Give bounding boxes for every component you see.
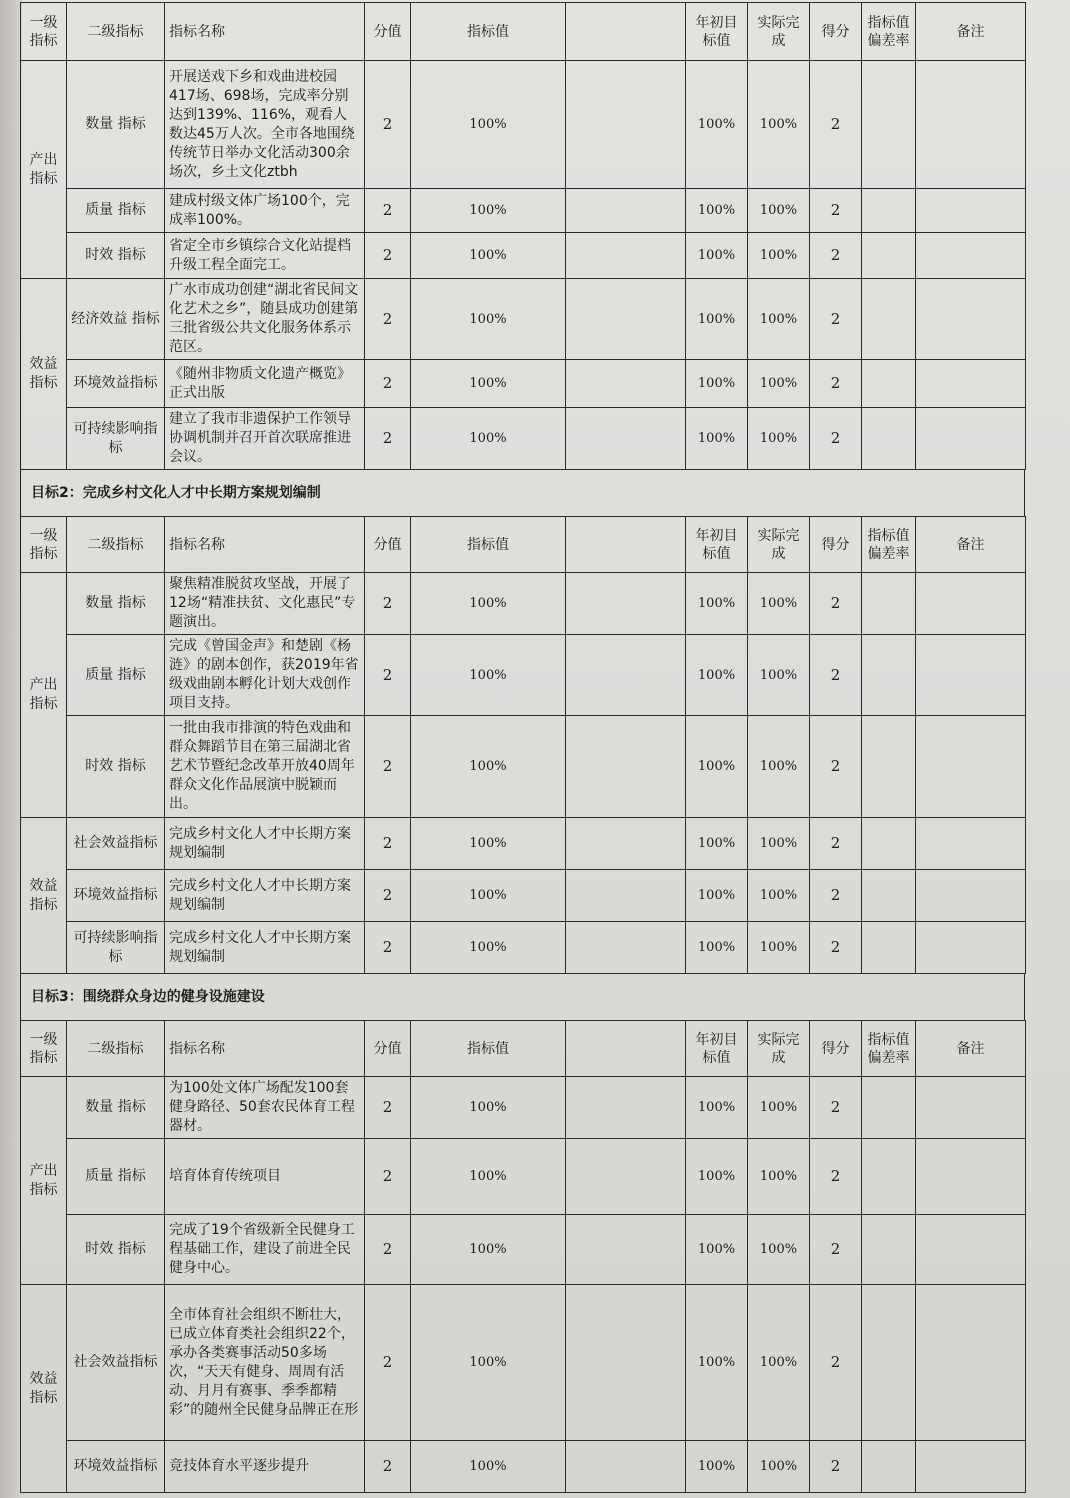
goal-2-title: 目标2：完成乡村文化人才中长期方案规划编制 xyxy=(20,470,1025,516)
header-actual: 实际完成 xyxy=(748,517,810,573)
row-name: 完成了19个省级新全民健身工程基础工作，建设了前进全民健身中心。 xyxy=(165,1215,365,1285)
header-score: 分值 xyxy=(365,517,411,573)
row-name: 全市体育社会组织不断壮大，已成立体育类社会组织22个，承办各类赛事活动50多场次，“天天有健身、周周有活动、月月有赛事、季季都精彩”的随州全民健身品牌正在形 xyxy=(165,1285,365,1441)
group-label: 效益指标 xyxy=(21,818,67,974)
row-l2: 时效 指标 xyxy=(67,233,165,279)
row-points: 2 xyxy=(810,1285,862,1441)
header-l1: 一级指标 xyxy=(21,1021,67,1077)
row-target: 100% xyxy=(686,818,748,870)
row-blank xyxy=(566,360,686,408)
row-l2: 经济效益 指标 xyxy=(67,279,165,360)
row-target: 100% xyxy=(686,1077,748,1139)
header-points: 得分 xyxy=(810,3,862,61)
row-target: 100% xyxy=(686,922,748,974)
row-value: 100% xyxy=(411,1139,566,1215)
row-score: 2 xyxy=(365,573,411,635)
row-target: 100% xyxy=(686,233,748,279)
row-blank xyxy=(566,1215,686,1285)
row-value: 100% xyxy=(411,279,566,360)
row-blank xyxy=(566,1441,686,1493)
row-remark xyxy=(916,870,1026,922)
table-row xyxy=(21,1215,1026,1285)
row-score: 2 xyxy=(365,1441,411,1493)
table-row xyxy=(21,573,1026,635)
table-header-row xyxy=(21,517,1026,573)
row-target: 100% xyxy=(686,870,748,922)
row-score: 2 xyxy=(365,1139,411,1215)
row-actual: 100% xyxy=(748,870,810,922)
table-header-row xyxy=(21,3,1026,61)
row-deviation xyxy=(862,635,916,716)
row-name: 建成村级文体广场100个，完成率100%。 xyxy=(165,189,365,233)
row-remark xyxy=(916,408,1026,470)
row-name: 完成《曾国金声》和楚剧《杨涟》的剧本创作，获2019年省级戏曲剧本孵化计划大戏创作项目支持。 xyxy=(165,635,365,716)
row-actual: 100% xyxy=(748,635,810,716)
table-row xyxy=(21,870,1026,922)
row-target: 100% xyxy=(686,1441,748,1493)
row-name: 一批由我市排演的特色戏曲和群众舞蹈节目在第三届湖北省艺术节暨纪念改革开放40周年群众文化作品展演中脱颖而出。 xyxy=(165,716,365,818)
row-remark xyxy=(916,189,1026,233)
row-value: 100% xyxy=(411,360,566,408)
table-row xyxy=(21,1077,1026,1139)
row-deviation xyxy=(862,1441,916,1493)
row-remark xyxy=(916,1441,1026,1493)
row-l2: 质量 指标 xyxy=(67,635,165,716)
row-score: 2 xyxy=(365,1215,411,1285)
row-blank xyxy=(566,1285,686,1441)
row-score: 2 xyxy=(365,408,411,470)
row-score: 2 xyxy=(365,870,411,922)
row-remark xyxy=(916,1215,1026,1285)
row-points: 2 xyxy=(810,279,862,360)
row-value: 100% xyxy=(411,61,566,189)
row-blank xyxy=(566,818,686,870)
row-actual: 100% xyxy=(748,1441,810,1493)
row-actual: 100% xyxy=(748,1285,810,1441)
header-l2: 二级指标 xyxy=(67,517,165,573)
row-points: 2 xyxy=(810,716,862,818)
header-target: 年初目标值 xyxy=(686,517,748,573)
row-name: 完成乡村文化人才中长期方案规划编制 xyxy=(165,870,365,922)
row-name: 省定全市乡镇综合文化站提档升级工程全面完工。 xyxy=(165,233,365,279)
row-remark xyxy=(916,233,1026,279)
row-target: 100% xyxy=(686,408,748,470)
row-actual: 100% xyxy=(748,1077,810,1139)
row-score: 2 xyxy=(365,189,411,233)
row-blank xyxy=(566,189,686,233)
table-row xyxy=(21,1285,1026,1441)
header-l1: 一级指标 xyxy=(21,3,67,61)
table-row xyxy=(21,360,1026,408)
row-score: 2 xyxy=(365,922,411,974)
row-score: 2 xyxy=(365,1285,411,1441)
row-points: 2 xyxy=(810,1441,862,1493)
group-label: 产出指标 xyxy=(21,1077,67,1285)
header-deviation: 指标值偏差率 xyxy=(862,1021,916,1077)
row-value: 100% xyxy=(411,1285,566,1441)
row-score: 2 xyxy=(365,1077,411,1139)
row-remark xyxy=(916,1139,1026,1215)
header-actual: 实际完成 xyxy=(748,1021,810,1077)
row-name: 《随州非物质文化遗产概览》正式出版 xyxy=(165,360,365,408)
row-value: 100% xyxy=(411,189,566,233)
header-blank xyxy=(566,3,686,61)
header-deviation: 指标值偏差率 xyxy=(862,3,916,61)
row-remark xyxy=(916,922,1026,974)
row-deviation xyxy=(862,189,916,233)
header-remark: 备注 xyxy=(916,3,1026,61)
row-target: 100% xyxy=(686,716,748,818)
row-actual: 100% xyxy=(748,189,810,233)
row-deviation xyxy=(862,870,916,922)
header-name: 指标名称 xyxy=(165,3,365,61)
header-value: 指标值 xyxy=(411,517,566,573)
row-value: 100% xyxy=(411,818,566,870)
performance-indicator-page xyxy=(20,2,1025,1493)
row-target: 100% xyxy=(686,360,748,408)
row-l2: 社会效益指标 xyxy=(67,1285,165,1441)
row-score: 2 xyxy=(365,360,411,408)
header-name: 指标名称 xyxy=(165,517,365,573)
row-name: 为100处文体广场配发100套健身路径、50套农民体育工程器材。 xyxy=(165,1077,365,1139)
header-l2: 二级指标 xyxy=(67,3,165,61)
row-blank xyxy=(566,1139,686,1215)
row-target: 100% xyxy=(686,1139,748,1215)
row-name: 竞技体育水平逐步提升 xyxy=(165,1441,365,1493)
row-score: 2 xyxy=(365,635,411,716)
row-actual: 100% xyxy=(748,279,810,360)
row-remark xyxy=(916,1285,1026,1441)
row-score: 2 xyxy=(365,716,411,818)
row-points: 2 xyxy=(810,1215,862,1285)
row-l2: 时效 指标 xyxy=(67,1215,165,1285)
row-name: 培育体育传统项目 xyxy=(165,1139,365,1215)
row-name: 广水市成功创建“湖北省民间文化艺术之乡”，随县成功创建第三批省级公共文化服务体系示范区。 xyxy=(165,279,365,360)
row-points: 2 xyxy=(810,1139,862,1215)
table-row xyxy=(21,1441,1026,1493)
table-row xyxy=(21,1139,1026,1215)
row-l2: 质量 指标 xyxy=(67,189,165,233)
row-remark xyxy=(916,635,1026,716)
row-deviation xyxy=(862,573,916,635)
header-score: 分值 xyxy=(365,3,411,61)
row-remark xyxy=(916,818,1026,870)
row-value: 100% xyxy=(411,1077,566,1139)
row-deviation xyxy=(862,408,916,470)
row-blank xyxy=(566,716,686,818)
table-row xyxy=(21,189,1026,233)
row-points: 2 xyxy=(810,635,862,716)
row-l2: 数量 指标 xyxy=(67,573,165,635)
row-l2: 数量 指标 xyxy=(67,1077,165,1139)
header-target: 年初目标值 xyxy=(686,3,748,61)
row-name: 开展送戏下乡和戏曲进校园417场、698场，完成率分别达到139%、116%，观看人数达45万人次。全市各地围绕传统节日举办文化活动300余场次，乡土文化ztbh xyxy=(165,61,365,189)
header-score: 分值 xyxy=(365,1021,411,1077)
page-edge-shadow xyxy=(0,0,22,1498)
row-value: 100% xyxy=(411,233,566,279)
row-actual: 100% xyxy=(748,1139,810,1215)
row-blank xyxy=(566,870,686,922)
row-actual: 100% xyxy=(748,716,810,818)
row-l2: 可持续影响指标 xyxy=(67,922,165,974)
table-row xyxy=(21,279,1026,360)
row-value: 100% xyxy=(411,1441,566,1493)
row-actual: 100% xyxy=(748,408,810,470)
row-actual: 100% xyxy=(748,922,810,974)
header-points: 得分 xyxy=(810,1021,862,1077)
table-row xyxy=(21,635,1026,716)
table-row xyxy=(21,716,1026,818)
row-name: 完成乡村文化人才中长期方案规划编制 xyxy=(165,922,365,974)
header-blank xyxy=(566,517,686,573)
row-value: 100% xyxy=(411,573,566,635)
table-header-row xyxy=(21,1021,1026,1077)
row-value: 100% xyxy=(411,922,566,974)
row-l2: 时效 指标 xyxy=(67,716,165,818)
row-remark xyxy=(916,360,1026,408)
row-deviation xyxy=(862,922,916,974)
table-row xyxy=(21,61,1026,189)
row-name: 建立了我市非遗保护工作领导协调机制并召开首次联席推进会议。 xyxy=(165,408,365,470)
header-l1: 一级指标 xyxy=(21,517,67,573)
indicator-table-goal-1 xyxy=(20,2,1026,470)
row-deviation xyxy=(862,61,916,189)
row-value: 100% xyxy=(411,1215,566,1285)
row-remark xyxy=(916,279,1026,360)
row-score: 2 xyxy=(365,233,411,279)
row-l2: 环境效益指标 xyxy=(67,1441,165,1493)
table-row xyxy=(21,233,1026,279)
row-value: 100% xyxy=(411,635,566,716)
row-target: 100% xyxy=(686,279,748,360)
row-target: 100% xyxy=(686,635,748,716)
header-deviation: 指标值偏差率 xyxy=(862,517,916,573)
row-deviation xyxy=(862,279,916,360)
row-actual: 100% xyxy=(748,360,810,408)
header-points: 得分 xyxy=(810,517,862,573)
table-row xyxy=(21,922,1026,974)
row-l2: 环境效益指标 xyxy=(67,870,165,922)
row-points: 2 xyxy=(810,922,862,974)
header-remark: 备注 xyxy=(916,517,1026,573)
row-points: 2 xyxy=(810,818,862,870)
row-points: 2 xyxy=(810,573,862,635)
row-blank xyxy=(566,573,686,635)
row-target: 100% xyxy=(686,61,748,189)
row-points: 2 xyxy=(810,408,862,470)
row-blank xyxy=(566,408,686,470)
row-points: 2 xyxy=(810,870,862,922)
row-target: 100% xyxy=(686,189,748,233)
row-actual: 100% xyxy=(748,573,810,635)
table-row xyxy=(21,408,1026,470)
row-points: 2 xyxy=(810,61,862,189)
row-remark xyxy=(916,1077,1026,1139)
row-blank xyxy=(566,635,686,716)
header-value: 指标值 xyxy=(411,3,566,61)
row-target: 100% xyxy=(686,1285,748,1441)
row-remark xyxy=(916,573,1026,635)
table-row xyxy=(21,818,1026,870)
row-points: 2 xyxy=(810,233,862,279)
row-value: 100% xyxy=(411,870,566,922)
row-points: 2 xyxy=(810,189,862,233)
group-label: 效益指标 xyxy=(21,279,67,470)
row-actual: 100% xyxy=(748,61,810,189)
row-points: 2 xyxy=(810,1077,862,1139)
row-blank xyxy=(566,922,686,974)
indicator-table-goal-3 xyxy=(20,1020,1026,1493)
row-points: 2 xyxy=(810,360,862,408)
row-deviation xyxy=(862,1139,916,1215)
row-remark xyxy=(916,61,1026,189)
row-l2: 可持续影响指标 xyxy=(67,408,165,470)
group-label: 产出指标 xyxy=(21,61,67,279)
header-remark: 备注 xyxy=(916,1021,1026,1077)
indicator-table-goal-2 xyxy=(20,516,1026,974)
row-deviation xyxy=(862,1285,916,1441)
header-actual: 实际完成 xyxy=(748,3,810,61)
row-name: 聚焦精准脱贫攻坚战，开展了12场“精准扶贫、文化惠民”专题演出。 xyxy=(165,573,365,635)
row-value: 100% xyxy=(411,716,566,818)
goal-3-title: 目标3：围绕群众身边的健身设施建设 xyxy=(20,974,1025,1020)
header-l2: 二级指标 xyxy=(67,1021,165,1077)
row-blank xyxy=(566,61,686,189)
row-l2: 环境效益指标 xyxy=(67,360,165,408)
row-blank xyxy=(566,1077,686,1139)
row-deviation xyxy=(862,1077,916,1139)
row-actual: 100% xyxy=(748,1215,810,1285)
row-remark xyxy=(916,716,1026,818)
row-actual: 100% xyxy=(748,233,810,279)
header-value: 指标值 xyxy=(411,1021,566,1077)
row-name: 完成乡村文化人才中长期方案规划编制 xyxy=(165,818,365,870)
row-l2: 社会效益指标 xyxy=(67,818,165,870)
row-score: 2 xyxy=(365,818,411,870)
row-target: 100% xyxy=(686,573,748,635)
row-score: 2 xyxy=(365,279,411,360)
row-deviation xyxy=(862,716,916,818)
group-label: 产出指标 xyxy=(21,573,67,818)
row-deviation xyxy=(862,233,916,279)
row-deviation xyxy=(862,818,916,870)
header-target: 年初目标值 xyxy=(686,1021,748,1077)
row-deviation xyxy=(862,360,916,408)
row-blank xyxy=(566,279,686,360)
row-value: 100% xyxy=(411,408,566,470)
row-l2: 质量 指标 xyxy=(67,1139,165,1215)
row-deviation xyxy=(862,1215,916,1285)
group-label: 效益指标 xyxy=(21,1285,67,1493)
row-blank xyxy=(566,233,686,279)
row-target: 100% xyxy=(686,1215,748,1285)
row-score: 2 xyxy=(365,61,411,189)
row-l2: 数量 指标 xyxy=(67,61,165,189)
row-actual: 100% xyxy=(748,818,810,870)
header-name: 指标名称 xyxy=(165,1021,365,1077)
header-blank xyxy=(566,1021,686,1077)
